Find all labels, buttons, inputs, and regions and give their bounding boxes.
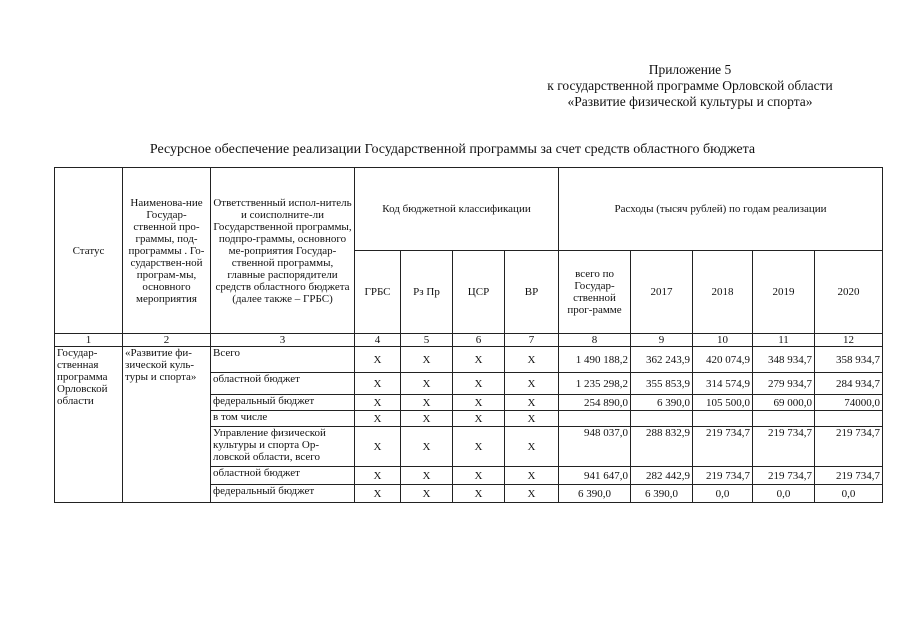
col-number: 6 [453,334,505,347]
value-cell: 0,0 [815,485,883,503]
value-cell: 254 890,0 [559,395,631,411]
value-cell: 6 390,0 [631,485,693,503]
header-csr: ЦСР [453,251,505,334]
value-cell: 219 734,7 [753,427,815,467]
code-cell: Х [505,485,559,503]
value-cell: 358 934,7 [815,347,883,373]
header-status: Статус [55,168,123,334]
value-cell: 288 832,9 [631,427,693,467]
row-label: в том числе [211,411,355,427]
document-title: Ресурсное обеспечение реализации Государственной программы за счет средств областного бюджета [149,142,756,157]
value-cell: 219 734,7 [815,467,883,485]
value-cell: 948 037,0 [559,427,631,467]
col-number: 3 [211,334,355,347]
column-number-row [55,334,883,347]
code-cell: Х [453,485,505,503]
row-label: областной бюджет [211,467,355,485]
code-cell: Х [401,485,453,503]
code-cell: Х [401,373,453,395]
value-cell: 6 390,0 [631,395,693,411]
value-cell: 219 734,7 [815,427,883,467]
code-cell: Х [505,395,559,411]
budget-table [54,167,883,503]
value-cell: 219 734,7 [753,467,815,485]
value-cell: 105 500,0 [693,395,753,411]
code-cell: Х [505,467,559,485]
col-number: 9 [631,334,693,347]
header-program-name: Наименова-ние Государ-ственной про-граммы, под-программы . Го-сударствен-ной програм-мы, основного мероприятия [123,168,211,334]
value-cell: 0,0 [753,485,815,503]
value-cell: 219 734,7 [693,467,753,485]
header-responsible: Ответственный испол-нитель и соисполните-ли Государственной программы, подпро-граммы, основного ме-роприятия Государ-ственной программы, главные распорядители средств областного бюджета (далее также – ГРБС) [211,168,355,334]
row-label: Всего [211,347,355,373]
col-number: 2 [123,334,211,347]
code-cell: Х [453,467,505,485]
value-cell: 1 490 188,2 [559,347,631,373]
value-cell [753,411,815,427]
program-name-cell: «Развитие фи-зической куль-туры и спорта» [123,347,211,503]
code-cell: Х [453,347,505,373]
code-cell: Х [505,427,559,467]
header-grbs: ГРБС [355,251,401,334]
col-number: 12 [815,334,883,347]
appendix-line-2: к государственной программе Орловской области [547,78,833,93]
value-cell: 0,0 [693,485,753,503]
value-cell: 6 390,0 [559,485,631,503]
code-cell: Х [401,427,453,467]
code-cell: Х [453,427,505,467]
value-cell: 355 853,9 [631,373,693,395]
value-cell [559,411,631,427]
code-cell: Х [505,411,559,427]
value-cell [815,411,883,427]
header-2020: 2020 [815,251,883,334]
code-cell: Х [355,395,401,411]
appendix-header [520,62,860,110]
code-cell: Х [355,467,401,485]
code-cell: Х [401,395,453,411]
value-cell [631,411,693,427]
appendix-line-1: Приложение 5 [648,62,732,77]
code-cell: Х [355,347,401,373]
appendix-line-3: «Развитие физической культуры и спорта» [567,94,813,109]
value-cell: 74000,0 [815,395,883,411]
row-label: областной бюджет [211,373,355,395]
row-label: Управление физической культуры и спорта Ор-ловской области, всего [211,427,355,467]
code-cell: Х [453,395,505,411]
value-cell: 279 934,7 [753,373,815,395]
row-label: федеральный бюджет [211,395,355,411]
code-cell: Х [401,467,453,485]
table-row [55,347,883,373]
code-cell: Х [453,373,505,395]
code-cell: Х [401,411,453,427]
col-number: 11 [753,334,815,347]
value-cell: 69 000,0 [753,395,815,411]
header-total: всего по Государ-ственной прог-рамме [559,251,631,334]
code-cell: Х [401,347,453,373]
row-label: федеральный бюджет [211,485,355,503]
code-cell: Х [505,347,559,373]
value-cell: 362 243,9 [631,347,693,373]
value-cell: 314 574,9 [693,373,753,395]
code-cell: Х [355,485,401,503]
col-number: 1 [55,334,123,347]
value-cell: 1 235 298,2 [559,373,631,395]
header-2019: 2019 [753,251,815,334]
header-2017: 2017 [631,251,693,334]
header-vr: ВР [505,251,559,334]
value-cell: 219 734,7 [693,427,753,467]
header-rzpr: Рз Пр [401,251,453,334]
header-expenses: Расходы (тысяч рублей) по годам реализации [559,168,883,251]
col-number: 4 [355,334,401,347]
col-number: 10 [693,334,753,347]
col-number: 8 [559,334,631,347]
code-cell: Х [505,373,559,395]
status-cell: Государ-ственная программа Орловской области [55,347,123,503]
header-budget-code: Код бюджетной классификации [355,168,559,251]
value-cell: 348 934,7 [753,347,815,373]
value-cell: 282 442,9 [631,467,693,485]
code-cell: Х [355,411,401,427]
value-cell: 941 647,0 [559,467,631,485]
header-2018: 2018 [693,251,753,334]
col-number: 7 [505,334,559,347]
code-cell: Х [355,427,401,467]
value-cell: 420 074,9 [693,347,753,373]
code-cell: Х [453,411,505,427]
col-number: 5 [401,334,453,347]
value-cell [693,411,753,427]
code-cell: Х [355,373,401,395]
value-cell: 284 934,7 [815,373,883,395]
